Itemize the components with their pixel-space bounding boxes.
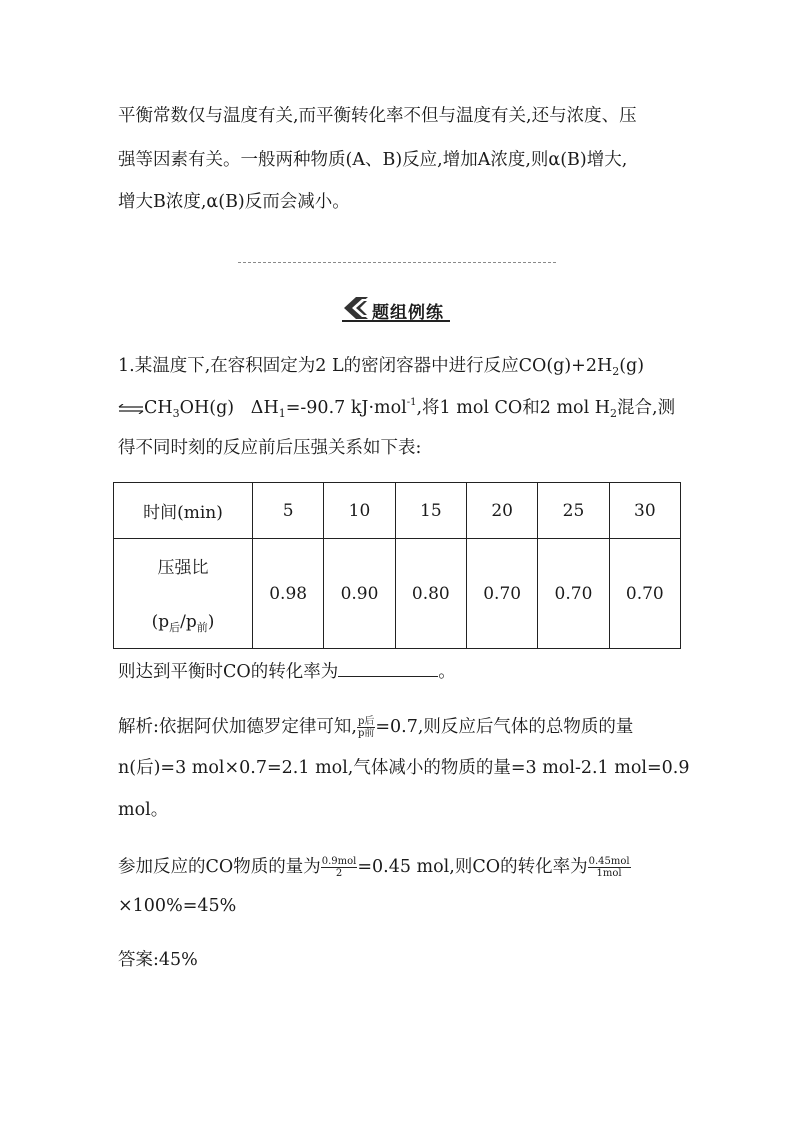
intro-line-1: 平衡常数仅与温度有关,而平衡转化率不但与温度有关,还与浓度、压 xyxy=(118,106,637,126)
table-cell-ratio: 0.70 xyxy=(466,539,537,649)
answer-line: 答案:45% xyxy=(118,950,198,970)
table-cell-time: 15 xyxy=(395,483,466,539)
table-cell-time: 10 xyxy=(324,483,395,539)
section-divider xyxy=(238,262,556,263)
table-header-pressure-title: 压强比 xyxy=(157,557,209,578)
table-cell-ratio: 0.90 xyxy=(324,539,395,649)
question-line-3: 得不同时刻的反应前后压强关系如下表: xyxy=(118,438,422,458)
question-line-2-e: 混合,测 xyxy=(617,398,676,418)
intro-line-3: 增大B浓度,α(B)反而会减小。 xyxy=(118,192,350,212)
solution-line-1-b: =0.7,则反应后气体的总物质的量 xyxy=(375,717,634,737)
question-line-1-text: 1.某温度下,在容积固定为2 L的密闭容器中进行反应CO(g)+2H xyxy=(118,356,613,376)
solution-line-4-b: =0.45 mol,则CO的转化率为 xyxy=(357,857,588,877)
solution-line-1-a: 解析:依据阿伏加德罗定律可知, xyxy=(118,717,357,737)
pressure-table xyxy=(113,482,681,649)
table-cell-time: 30 xyxy=(609,483,680,539)
section-label: 题组例练 xyxy=(372,303,444,323)
table-cell-ratio: 0.80 xyxy=(395,539,466,649)
conversion-fraction xyxy=(588,856,631,879)
table-header-time: 时间(min) xyxy=(114,483,253,539)
question-line-2-b-sub: 1 xyxy=(278,407,286,420)
table-cell-ratio: 0.70 xyxy=(609,539,680,649)
question-line-2-d-sub: 2 xyxy=(610,407,618,420)
question-line-2-a-sub: 3 xyxy=(172,407,180,420)
table-row-time xyxy=(114,483,681,539)
pressure-ratio-fraction xyxy=(357,716,375,739)
table-cell-time: 20 xyxy=(466,483,537,539)
question-line-2-c: =-90.7 kJ·mol xyxy=(285,398,407,418)
table-header-pressure-formula xyxy=(114,612,252,635)
intro-line-2: 强等因素有关。一般两种物质(A、B)反应,增加A浓度,则α(B)增大, xyxy=(118,150,628,170)
table-cell-time: 5 xyxy=(253,483,324,539)
fill-in-line xyxy=(118,662,456,682)
table-row-pressure xyxy=(114,539,681,649)
question-line-2-a: CH xyxy=(144,398,173,418)
question-line-1-end: (g) xyxy=(619,356,645,376)
formula-part: (p xyxy=(151,611,170,632)
fraction-denominator: 1mol xyxy=(596,868,622,879)
formula-part: /p xyxy=(180,611,197,632)
solution-line-4-a: 参加反应的CO物质的量为 xyxy=(118,857,321,877)
table-cell-time: 25 xyxy=(538,483,609,539)
table-cell-ratio: 0.98 xyxy=(253,539,324,649)
formula-sub-after: 后 xyxy=(169,620,181,634)
solution-line-4 xyxy=(118,856,631,879)
answer-blank[interactable] xyxy=(338,662,438,677)
moles-fraction xyxy=(321,856,358,879)
fraction-numerator: p后 xyxy=(357,716,375,727)
question-line-2-d: ,将1 mol CO和2 mol H xyxy=(416,398,611,418)
question-line-1-sub: 2 xyxy=(612,365,620,378)
question-line-2-c-sup: -1 xyxy=(406,397,417,408)
solution-line-3: mol。 xyxy=(118,800,169,820)
fraction-numerator: 0.9mol xyxy=(321,856,357,867)
fill-in-end: 。 xyxy=(438,662,456,682)
fraction-denominator: 2 xyxy=(335,868,343,879)
question-line-2 xyxy=(118,398,675,419)
solution-line-2: n(后)=3 mol×0.7=2.1 mol,气体减小的物质的量=3 mol-2.1 mol=0.9 xyxy=(118,758,690,778)
equilibrium-arrow-icon xyxy=(118,404,144,414)
formula-part: ) xyxy=(207,611,215,632)
table-header-pressure xyxy=(114,539,253,649)
table-cell-ratio: 0.70 xyxy=(538,539,609,649)
question-line-2-b: OH(g) ΔH xyxy=(179,398,279,418)
fill-in-prompt: 则达到平衡时CO的转化率为 xyxy=(118,662,339,682)
fraction-numerator: 0.45mol xyxy=(588,856,630,867)
solution-line-5: ×100%=45% xyxy=(118,896,237,916)
solution-line-1 xyxy=(118,716,633,739)
question-line-1 xyxy=(118,358,644,377)
fraction-denominator: p前 xyxy=(357,728,375,739)
formula-sub-before: 前 xyxy=(196,620,208,634)
